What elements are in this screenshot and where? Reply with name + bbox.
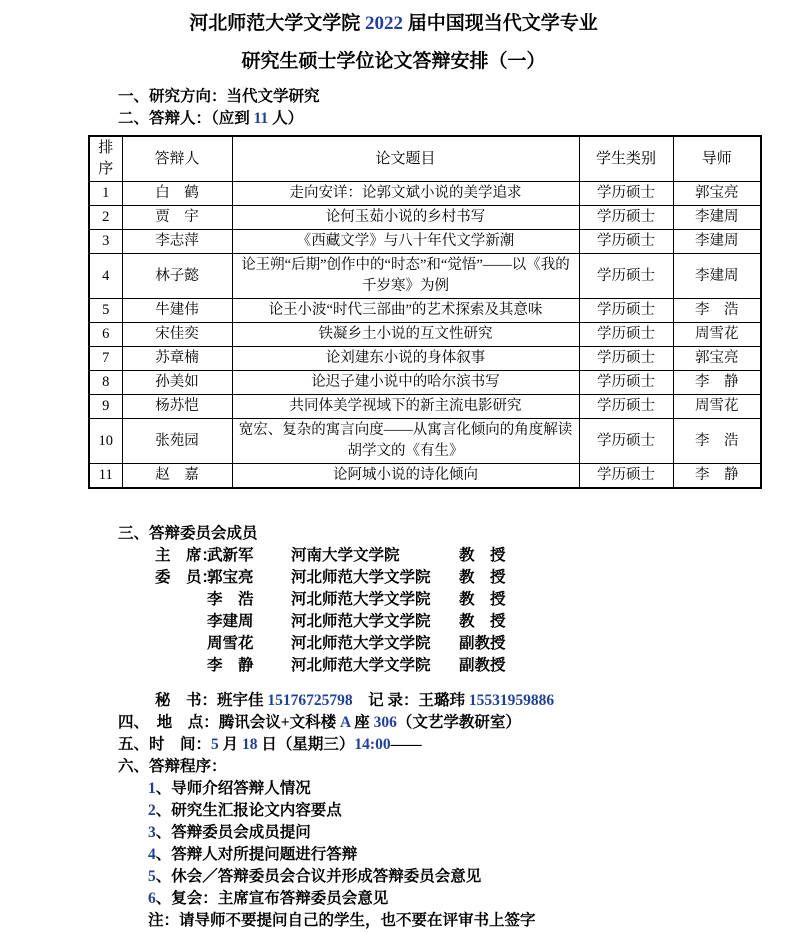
procedure-item <box>148 800 787 822</box>
table-row <box>89 464 761 489</box>
cell-seq: 10 <box>89 419 122 464</box>
procedure-item <box>148 778 787 800</box>
research-direction-line: 一、研究方向：当代文学研究 <box>118 88 320 105</box>
committee-member-row <box>155 655 787 677</box>
member-affiliation: 河北师范大学文学院 <box>291 635 431 652</box>
cell-thesis-title: 《西藏文学》与八十年代文学新潮 <box>232 230 579 254</box>
accent-number: 15531959886 <box>468 692 555 709</box>
table-header-row <box>89 136 761 182</box>
member-role <box>155 611 207 633</box>
cell-candidate: 杨苏恺 <box>122 395 232 419</box>
table-row <box>89 395 761 419</box>
cell-thesis-title: 论阿城小说的诗化倾向 <box>232 464 579 489</box>
page-title-line-1 <box>0 12 787 36</box>
member-title: 教 授 <box>459 547 506 564</box>
cell-seq: 11 <box>89 464 122 489</box>
committee-section-heading: 三、答辩委员会成员 <box>118 525 258 542</box>
column-header: 学生类别 <box>579 136 673 182</box>
table-row <box>89 347 761 371</box>
column-header: 论文题目 <box>232 136 579 182</box>
cell-candidate: 孙美如 <box>122 371 232 395</box>
cell-student-type: 学历硕士 <box>579 230 673 254</box>
procedure-item <box>148 822 787 844</box>
location-line <box>118 712 787 734</box>
procedure-item-number: 4 <box>148 846 156 863</box>
cell-thesis-title: 宽宏、复杂的寓言向度——从寓言化倾向的角度解读胡学文的《有生》 <box>232 419 579 464</box>
member-affiliation: 河北师范大学文学院 <box>291 613 431 630</box>
table-row <box>89 230 761 254</box>
cell-candidate: 贾 宇 <box>122 206 232 230</box>
committee-list <box>0 545 787 677</box>
procedure-item-number: 3 <box>148 824 156 841</box>
committee-member-row <box>155 589 787 611</box>
cell-student-type: 学历硕士 <box>579 206 673 230</box>
text-segment: 人） <box>268 110 304 127</box>
procedure-item-text: 休会／答辩委员会合议并形成答辩委员会意见 <box>171 868 482 885</box>
procedure-item-text: 复会：主席宣布答辩委员会意见 <box>171 890 389 907</box>
cell-seq: 6 <box>89 323 122 347</box>
text-segment: 四、 地 点：腾讯会议+文科楼 <box>118 714 340 731</box>
cell-supervisor: 李建周 <box>673 254 761 299</box>
cell-candidate: 赵 嘉 <box>122 464 232 489</box>
cell-thesis-title: 论王朔“后期”创作中的“时态”和“觉悟”——以《我的千岁寒》为例 <box>232 254 579 299</box>
column-header: 答辩人 <box>122 136 232 182</box>
accent-number: 5 <box>211 736 219 753</box>
accent-number: 306 <box>373 714 397 731</box>
cell-seq: 4 <box>89 254 122 299</box>
member-title: 教 授 <box>459 613 506 630</box>
table-row <box>89 419 761 464</box>
column-header: 排序 <box>89 136 122 182</box>
cell-seq: 2 <box>89 206 122 230</box>
member-affiliation: 河北师范大学文学院 <box>291 569 431 586</box>
defense-table-body <box>89 182 761 489</box>
cell-supervisor: 李建周 <box>673 206 761 230</box>
cell-seq: 3 <box>89 230 122 254</box>
table-row <box>89 182 761 206</box>
cell-supervisor: 李 浩 <box>673 299 761 323</box>
cell-student-type: 学历硕士 <box>579 347 673 371</box>
accent-number: A <box>339 714 351 731</box>
accent-number: 14:00 <box>354 736 391 753</box>
cell-student-type: 学历硕士 <box>579 182 673 206</box>
committee-member-row <box>155 567 787 589</box>
procedure-item <box>148 888 787 910</box>
time-line <box>118 734 787 756</box>
procedure-item-number: 1 <box>148 780 156 797</box>
defense-schedule-table <box>88 135 762 489</box>
member-role: 委 员： <box>155 569 218 586</box>
cell-supervisor: 郭宝亮 <box>673 347 761 371</box>
cell-thesis-title: 共同体美学视域下的新主流电影研究 <box>232 395 579 419</box>
procedure-item <box>148 844 787 866</box>
table-row <box>89 254 761 299</box>
member-affiliation: 河北师范大学文学院 <box>291 657 431 674</box>
text-segment: 、 <box>155 802 172 819</box>
text-segment: 记 录：王璐玮 <box>352 692 469 709</box>
member-affiliation: 河南大学文学院 <box>291 547 400 564</box>
cell-student-type: 学历硕士 <box>579 395 673 419</box>
text-segment: 、 <box>155 824 172 841</box>
column-header: 导师 <box>673 136 761 182</box>
accent-number: 15176725798 <box>267 692 353 709</box>
cell-seq: 1 <box>89 182 122 206</box>
table-row <box>89 371 761 395</box>
cell-supervisor: 郭宝亮 <box>673 182 761 206</box>
member-role <box>155 655 207 677</box>
cell-thesis-title: 铁凝乡土小说的互文性研究 <box>232 323 579 347</box>
table-row <box>89 299 761 323</box>
accent-number: 11 <box>253 110 269 127</box>
accent-number: 18 <box>242 736 258 753</box>
cell-candidate: 苏章楠 <box>122 347 232 371</box>
cell-student-type: 学历硕士 <box>579 323 673 347</box>
cell-seq: 8 <box>89 371 122 395</box>
procedure-item-number: 5 <box>148 868 156 885</box>
member-name: 李 静 <box>207 657 254 674</box>
cell-thesis-title: 论王小波“时代三部曲”的艺术探索及其意味 <box>232 299 579 323</box>
text-segment: 五、时 间： <box>118 736 212 753</box>
cell-supervisor: 周雪花 <box>673 395 761 419</box>
cell-student-type: 学历硕士 <box>579 464 673 489</box>
cell-student-type: 学历硕士 <box>579 254 673 299</box>
text-segment: 日（星期三） <box>257 736 355 753</box>
table-row <box>89 323 761 347</box>
accent-number: 2022 <box>365 13 403 34</box>
text-segment: 、 <box>155 890 172 907</box>
table-row <box>89 206 761 230</box>
text-segment: 秘 书：班宇佳 <box>155 692 268 709</box>
text-segment: 二、答辩人：（应到 <box>118 110 254 127</box>
member-name: 武新军 <box>207 547 254 564</box>
procedure-item-text: 答辩人对所提问题进行答辩 <box>171 846 358 863</box>
member-name: 李 浩 <box>207 591 254 608</box>
text-segment: 、 <box>155 846 172 863</box>
member-role: 主 席： <box>155 547 218 564</box>
member-role <box>155 633 207 655</box>
cell-candidate: 李志萍 <box>122 230 232 254</box>
cell-thesis-title: 论何玉茹小说的乡村书写 <box>232 206 579 230</box>
member-title: 副教授 <box>459 657 506 674</box>
cell-seq: 5 <box>89 299 122 323</box>
member-name: 郭宝亮 <box>207 569 254 586</box>
text-segment: 座 <box>350 714 374 731</box>
cell-supervisor: 李 浩 <box>673 419 761 464</box>
procedure-item-number: 6 <box>148 890 156 907</box>
cell-student-type: 学历硕士 <box>579 371 673 395</box>
text-segment: （文艺学教研室） <box>396 714 521 731</box>
cell-supervisor: 李建周 <box>673 230 761 254</box>
cell-thesis-title: 论迟子建小说中的哈尔滨书写 <box>232 371 579 395</box>
cell-supervisor: 李 静 <box>673 464 761 489</box>
text-segment: 、 <box>155 780 172 797</box>
text-segment: 河北师范大学文学院 <box>189 13 365 34</box>
cell-thesis-title: 论刘建东小说的身体叙事 <box>232 347 579 371</box>
procedure-list <box>0 778 787 910</box>
procedure-item-text: 研究生汇报论文内容要点 <box>171 802 342 819</box>
member-role <box>155 589 207 611</box>
procedure-item <box>148 866 787 888</box>
procedure-item-number: 2 <box>148 802 156 819</box>
secretary-record-line <box>155 690 787 712</box>
member-title: 副教授 <box>459 635 506 652</box>
candidates-count-line <box>118 108 787 130</box>
member-name: 周雪花 <box>207 635 254 652</box>
cell-seq: 9 <box>89 395 122 419</box>
cell-student-type: 学历硕士 <box>579 299 673 323</box>
committee-member-row <box>155 545 787 567</box>
committee-member-row <box>155 633 787 655</box>
instructor-note: 注：请导师不要提问自己的学生，也不要在评审书上签字 <box>148 912 536 929</box>
page-title-line-2: 研究生硕士学位论文答辩安排（一） <box>241 51 546 72</box>
cell-supervisor: 李 静 <box>673 371 761 395</box>
cell-candidate: 牛建伟 <box>122 299 232 323</box>
cell-candidate: 宋佳奕 <box>122 323 232 347</box>
cell-candidate: 白 鹤 <box>122 182 232 206</box>
cell-candidate: 林子懿 <box>122 254 232 299</box>
cell-seq: 7 <box>89 347 122 371</box>
member-title: 教 授 <box>459 591 506 608</box>
text-segment: —— <box>390 736 422 753</box>
procedure-item-text: 答辩委员会成员提问 <box>171 824 311 841</box>
member-name: 李建周 <box>207 613 254 630</box>
cell-supervisor: 周雪花 <box>673 323 761 347</box>
procedure-item-text: 导师介绍答辩人情况 <box>171 780 311 797</box>
text-segment: 、 <box>155 868 172 885</box>
text-segment: 月 <box>218 736 243 753</box>
procedure-heading: 六、答辩程序： <box>118 758 227 775</box>
text-segment: 届中国现当代文学专业 <box>403 13 598 34</box>
cell-thesis-title: 走向安详：论郭文斌小说的美学追求 <box>232 182 579 206</box>
committee-member-row <box>155 611 787 633</box>
cell-student-type: 学历硕士 <box>579 419 673 464</box>
member-title: 教 授 <box>459 569 506 586</box>
cell-candidate: 张苑园 <box>122 419 232 464</box>
member-affiliation: 河北师范大学文学院 <box>291 591 431 608</box>
